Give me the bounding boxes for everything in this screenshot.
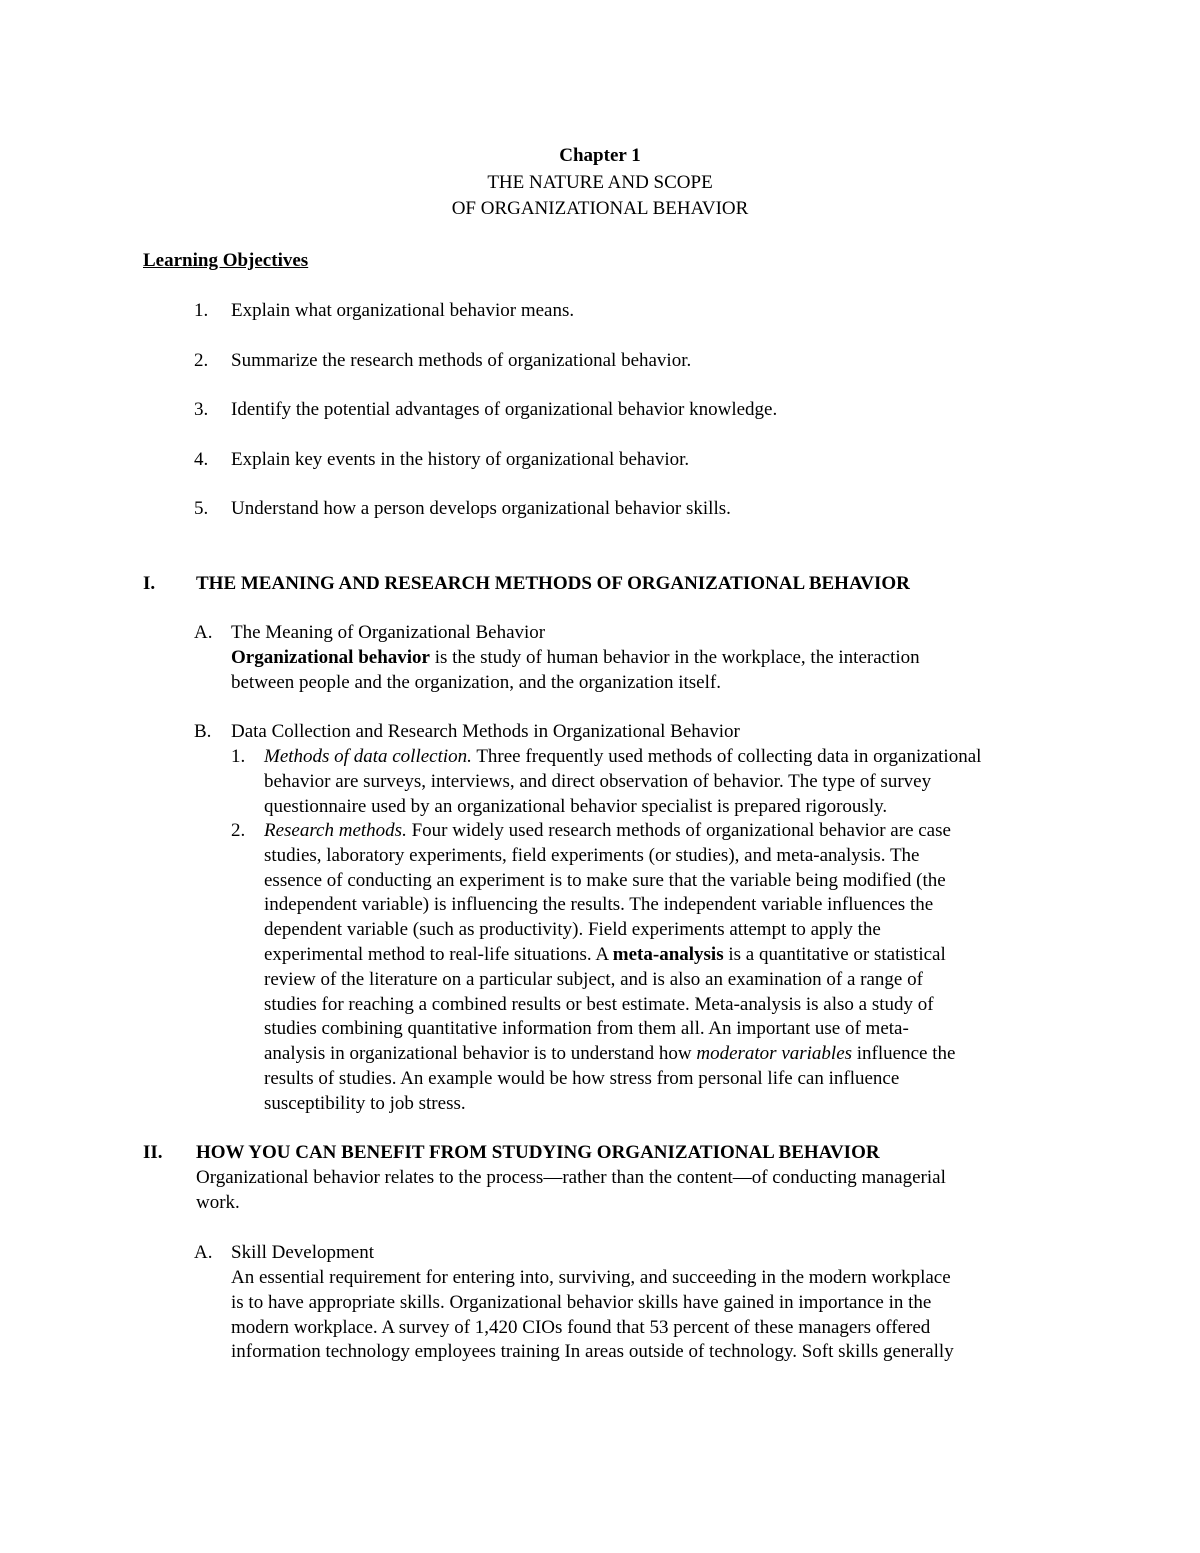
chapter-title-line-2: OF ORGANIZATIONAL BEHAVIOR [451,198,749,219]
chapter-number: Chapter 1 [559,145,641,166]
key-term: moderator variables [696,1043,853,1065]
item-label: Research methods. [264,820,407,841]
key-term: Organizational behavior [231,647,430,668]
chapter-title-line-1: THE NATURE AND SCOPE [487,171,713,193]
document-page: Chapter 1 THE NATURE AND SCOPE OF ORGANIZATIONAL BEHAVIOR Learning Objectives 1. Explain what organizational behavior means. 2. Summarize the research methods of organizational behavior. 3. Identify the potential advantages of organizational behavior knowledge. 4. Explain key events in the history of organizational behavior. 5. Understand how a person develops organizational behavior skills. I. THE MEANING AND RESEARCH METHODS OF ORGANIZATIONAL BEHAVIOR A. The Meaning of Organizational Behavior Organizational behavior is the study of human behavior in the workplace, the interaction between people and the organization, and the organization itself. B. Data Collection and Research Methods in Organizational Behavior 1. Methods of data collection. Three frequently used methods of collecting data in organizational behavior are surveys, interviews, and direct observation of behavior. The type of survey questionnaire used by an organizational behavior specialist is prepared rigorously. 2. Research methods. Four widely used research methods of organizational behavior are case studies, laboratory experiments, field experiments (or studies), and meta-analysis. The essence of conducting an experiment is to make sure that the variable being modified (the independent variable) is influencing the results. The independent variable influences the dependent variable (such as productivity). Field experiments attempt to apply the experimental method to real-life situations. A meta-analysis is a quantitative or statistical review of the literature on a particular subject, and is also an examination of a range of studies for reaching a combined results or best estimate. Meta-analysis is also a study of studies combining quantitative information from them all. An important use of meta- analysis in organizational behavior is to understand how moderator variables influence the results of studies. An example would be how stress from personal life can influence susceptibility to job stress. II. HOW YOU CAN BENEFIT FROM STUDYING ORGANIZATIONAL BEHAVIOR Organizational behavior relates to the process—rather than the content—of conducting managerial work. A. Skill Development An essential requirement for entering into, surviving, and succeeding in the modern workplace is to have appropriate skills. Organizational behavior skills have gained in importance in the modern workplace. A survey of 1,420 CIOs found that 53 percent of these managers offered information technology employees training In areas outside of technology. Soft skills generally [0,0,1200,1553]
key-term: meta-analysis [612,943,724,965]
section-2-subsection-a-text: An essential requirement for entering into, surviving, and succeeding in the modern workplace is to have appropriate skills. Organizational behavior skills have gained in importance in the modern workplace. A survey of 1,420 CIOs found that 53 percent of these managers offered information technology employees training In areas outside of technology. Soft skills generally [231,1267,954,1363]
section-1-subsection-a-text: Organizational behavior is the study of human behavior in the workplace, the interaction between people and the organization, and the organization itself. [231,647,920,693]
item-label: Methods of data collection. [264,746,472,767]
section-2-intro: Organizational behavior relates to the process—rather than the content—of conducting managerial work. [196,1167,946,1213]
chapter-title-block [0,143,1200,223]
learning-objectives-heading: Learning Objectives [143,250,309,271]
